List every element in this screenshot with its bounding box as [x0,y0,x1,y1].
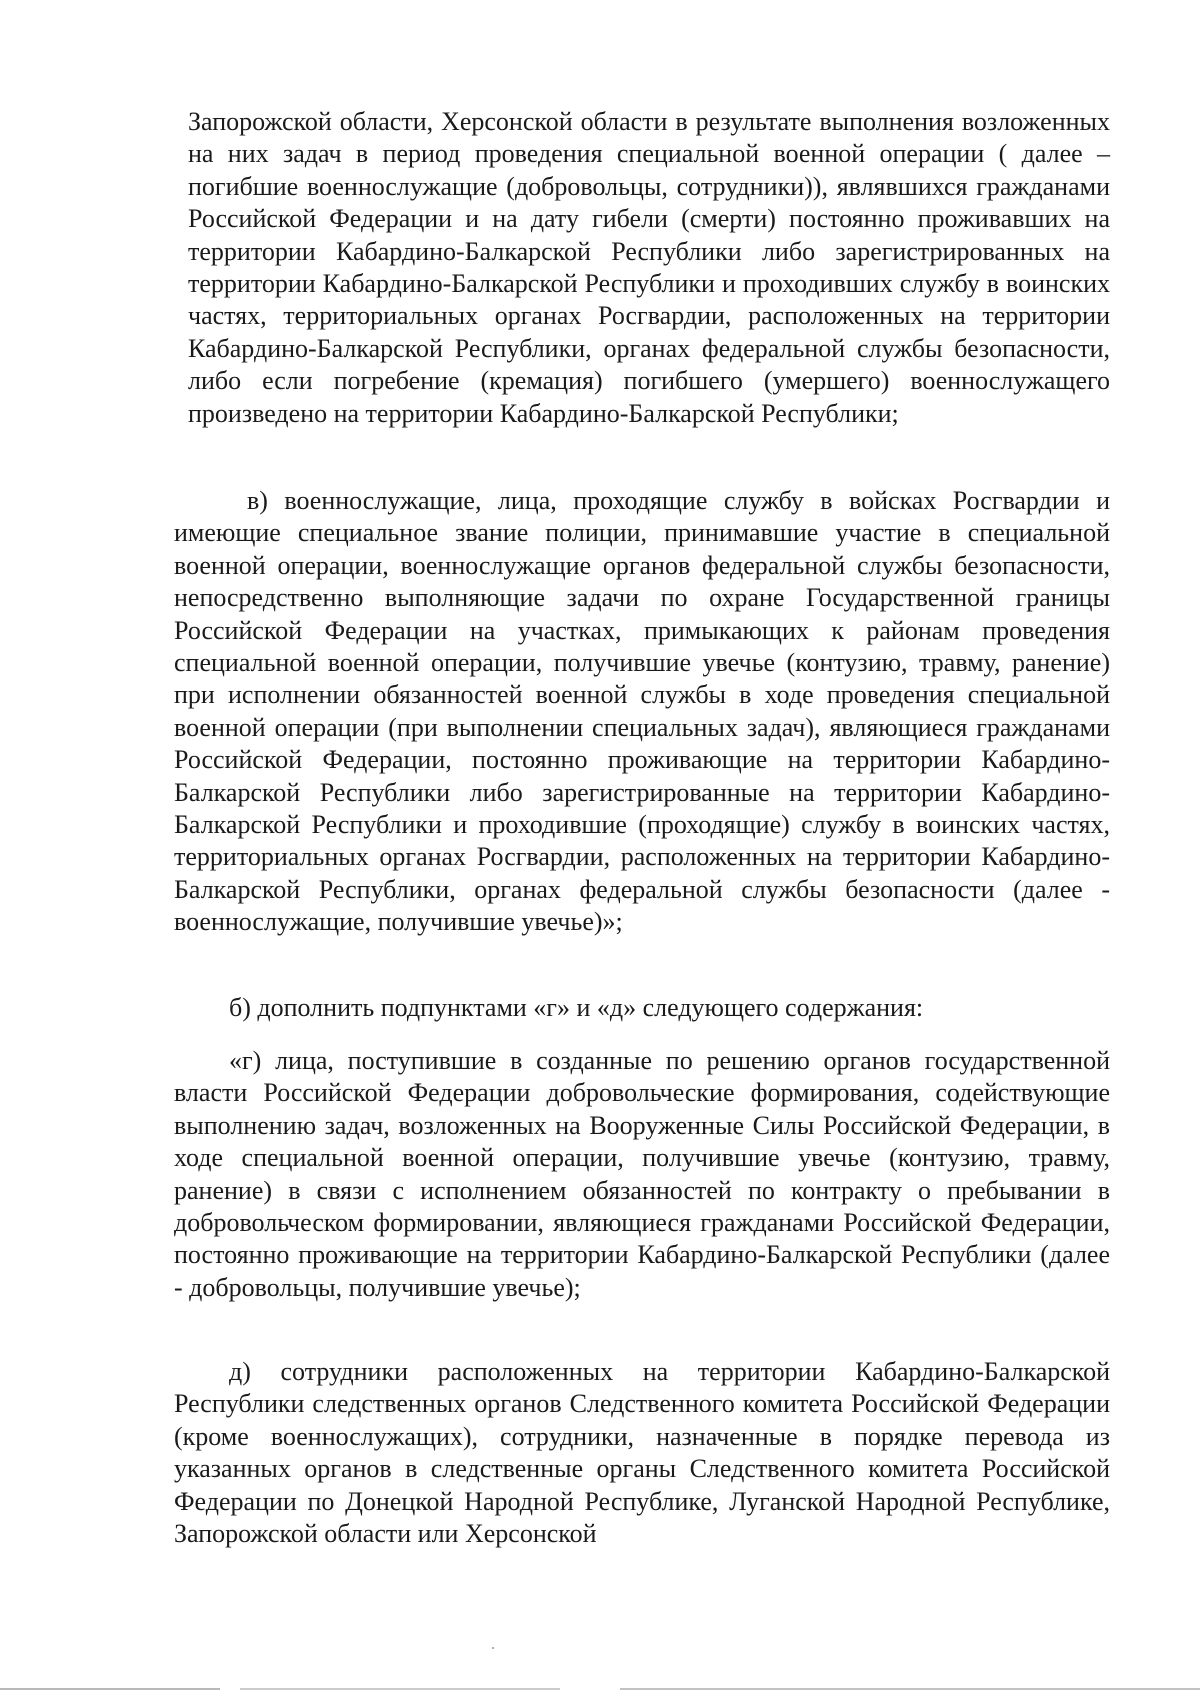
paragraph-continuation: Запорожской области, Херсонской области в результате выполнения возложенных на них задач в период проведения специальной военной операции ( далее – погибшие военнослужащие (добровольцы, сотрудники)), являвшихся гражданами Российской Федерации и на дату гибели (смерти) постоянно проживавших на территории Кабардино-Балкарской Республики либо зарегистрированных на территории Кабардино-Балкарской Республики и проходивших службу в воинских частях, территориальных органах Росгвардии, расположенных на территории Кабардино-Балкарской Республики, органах федеральной службы безопасности, либо если погребение (кремация) погибшего (умершего) военнослужащего произведено на территории Кабардино-Балкарской Республики; [188,107,1110,428]
scan-bottom-edge [0,1688,1200,1690]
paragraph-subitem-d: д) сотрудники расположенных на территории Кабардино-Балкарской Республики следственных органов Следственного комитета Российской Федерации (кроме военнослужащих), сотрудники, назначенные в порядке перевода из указанных органов в следственные органы Следственного комитета Российской Федерации по Донецкой Народной Республике, Луганской Народной Республике, Запорожской области или Херсонской [174,1357,1110,1549]
scan-artifact-dot [492,1647,494,1649]
paragraph-item-b: б) дополнить подпунктами «г» и «д» следующего содержания: [229,993,924,1022]
paragraph-subitem-v: в) военнослужащие, лица, проходящие службу в войсках Росгвардии и имеющие специальное звание полиции, принимавшие участие в специальной военной операции, военнослужащие органов федеральной службы безопасности, непосредственно выполняющие задачи по охране Государственной границы Российской Федерации на участках, примыкающих к районам проведения специальной военной операции, получившие увечье (контузию, травму, ранение) при исполнении обязанностей военной службы в ходе проведения специальной военной операции (при выполнении специальных задач), являющиеся гражданами Российской Федерации, постоянно проживающие на территории Кабардино-Балкарской Республики либо зарегистрированные на территории Кабардино-Балкарской Республики и проходившие (проходящие) службу в воинских частях, территориальных органах Росгвардии, расположенных на территории Кабардино-Балкарской Республики, органах федеральной службы безопасности (далее - военнослужащие, получившие увечье)»; [174,486,1110,937]
paragraph-subitem-g: «г) лица, поступившие в созданные по решению органов государственной власти Российской Федерации добровольческие формирования, содействующие выполнению задач, возложенных на Вооруженные Силы Российской Федерации, в ходе специальной военной операции, получившие увечье (контузию, травму, ранение) в связи с исполнением обязанностей по контракту о пребывании в добровольческом формировании, являющиеся гражданами Российской Федерации, постоянно проживающие на территории Кабардино-Балкарской Республики (далее - добровольцы, получившие увечье); [174,1046,1110,1302]
